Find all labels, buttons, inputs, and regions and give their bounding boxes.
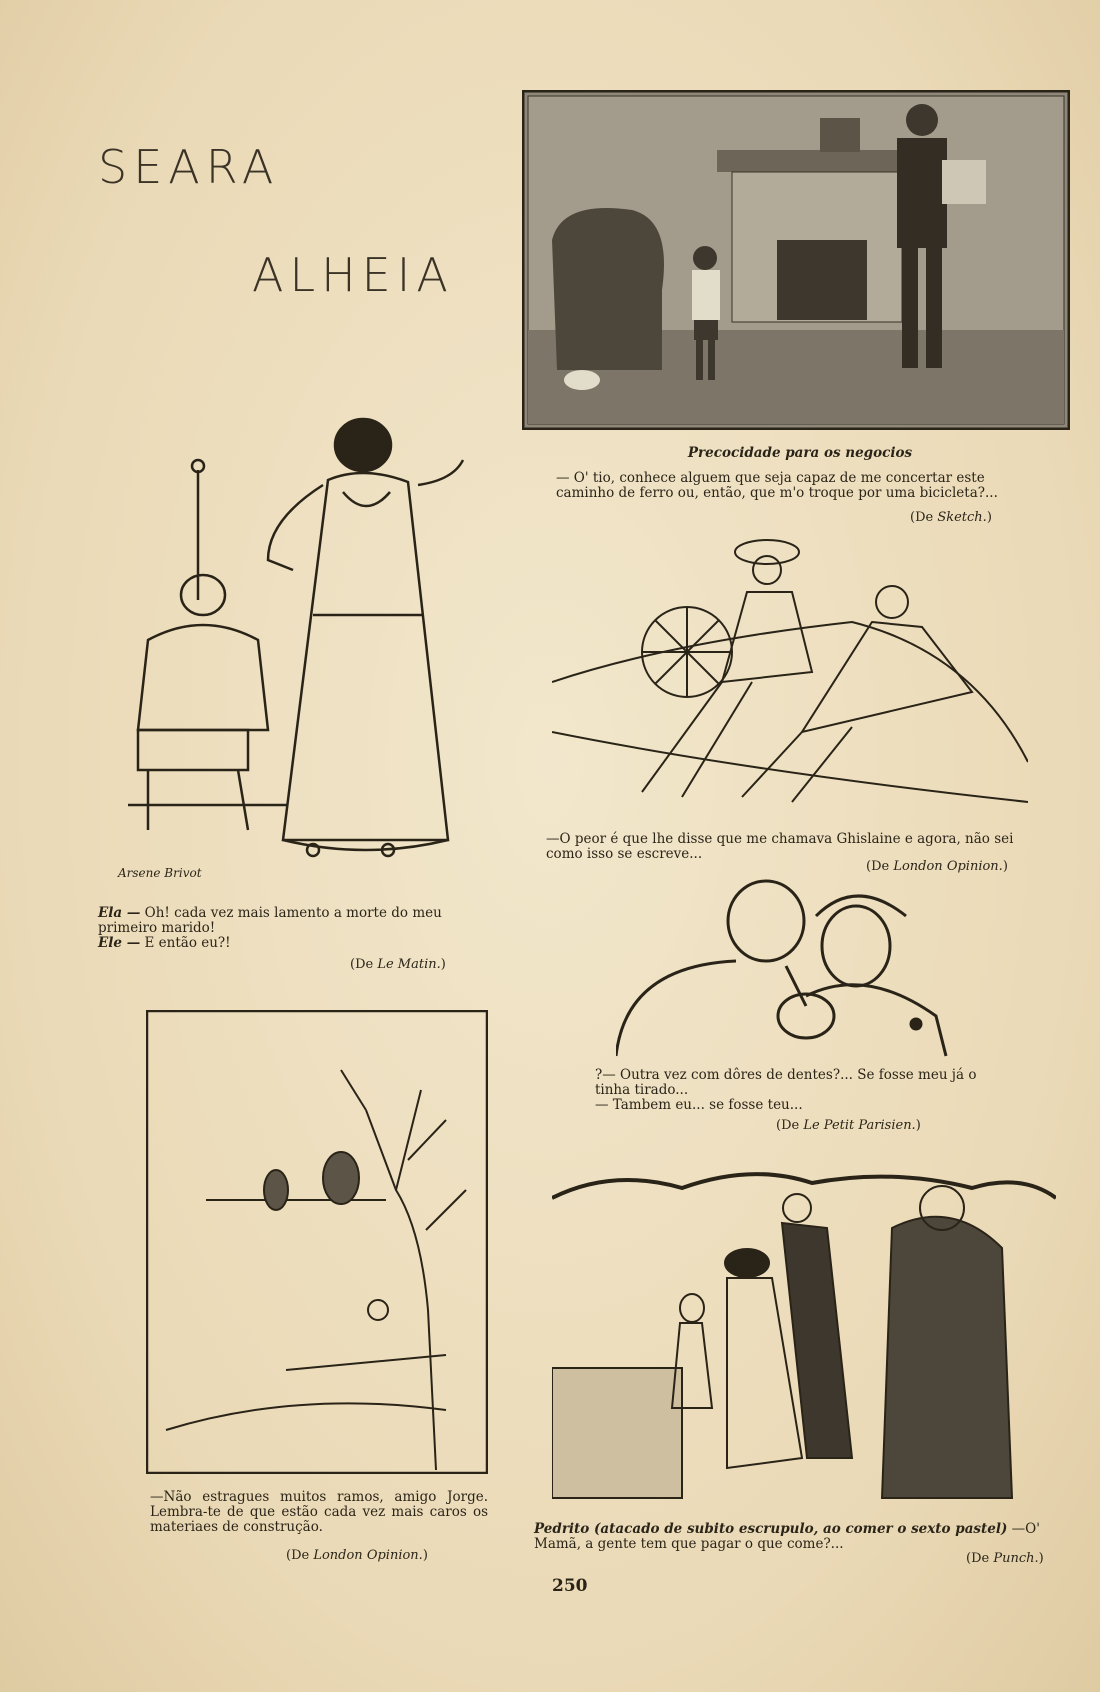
signature-brivot: Arsene Brivot [118,866,202,880]
title-seara: SEARA [98,140,280,194]
source-sketch: (De Sketch.) [910,510,992,525]
caption-ghislaine: —O peor é que lhe disse que me chamava Ghislaine e agora, não sei como isso se escreve... [546,831,1014,862]
caption-jorge: —Não estragues muitos ramos, amigo Jorge. Lembra-te de que estão cada vez mais caros os materiaes de construção. [150,1489,488,1535]
page-number: 250 [552,1576,588,1596]
caption-pedrito: Pedrito (atacado de subito escrupulo, ao comer o sexto pastel) —O' Mamã, a gente tem que pagar o que come?... [534,1521,1040,1552]
illustration-birds-on-tree-branch [146,1010,488,1474]
caption-dentes: ?— Outra vez com dôres de dentes?... Se fosse meu já o tinha tirado... — Tambem eu... se fosse teu... [595,1067,977,1113]
source-punch: (De Punch.) [966,1551,1044,1566]
caption-precocidade: — O' tio, conhece alguem que seja capaz de me concertar este caminho de ferro ou, então, que m'o troque por uma bicicleta?... [556,470,998,501]
illustration-couple-toothache [616,876,956,1060]
source-london-opinion-2: (De London Opinion.) [286,1548,428,1563]
title-alheia: ALHEIA [252,248,454,302]
illustration-crowd-at-party-boy-eating [552,1168,1056,1508]
source-le-matin: (De Le Matin.) [350,957,446,972]
illustration-man-and-boy-by-fireplace [522,90,1070,430]
source-london-opinion-1: (De London Opinion.) [866,859,1008,874]
source-le-petit-parisien: (De Le Petit Parisien.) [776,1118,921,1133]
caption-title-precocidade: Precocidade para os negocios [687,445,913,461]
caption-ela-ele: Ela — Oh! cada vez mais lamento a morte do meu primeiro marido! Ele — E então eu?! [98,905,442,951]
illustration-two-women-on-dune-with-parasol [552,532,1028,822]
illustration-woman-standing-man-seated [118,410,478,880]
